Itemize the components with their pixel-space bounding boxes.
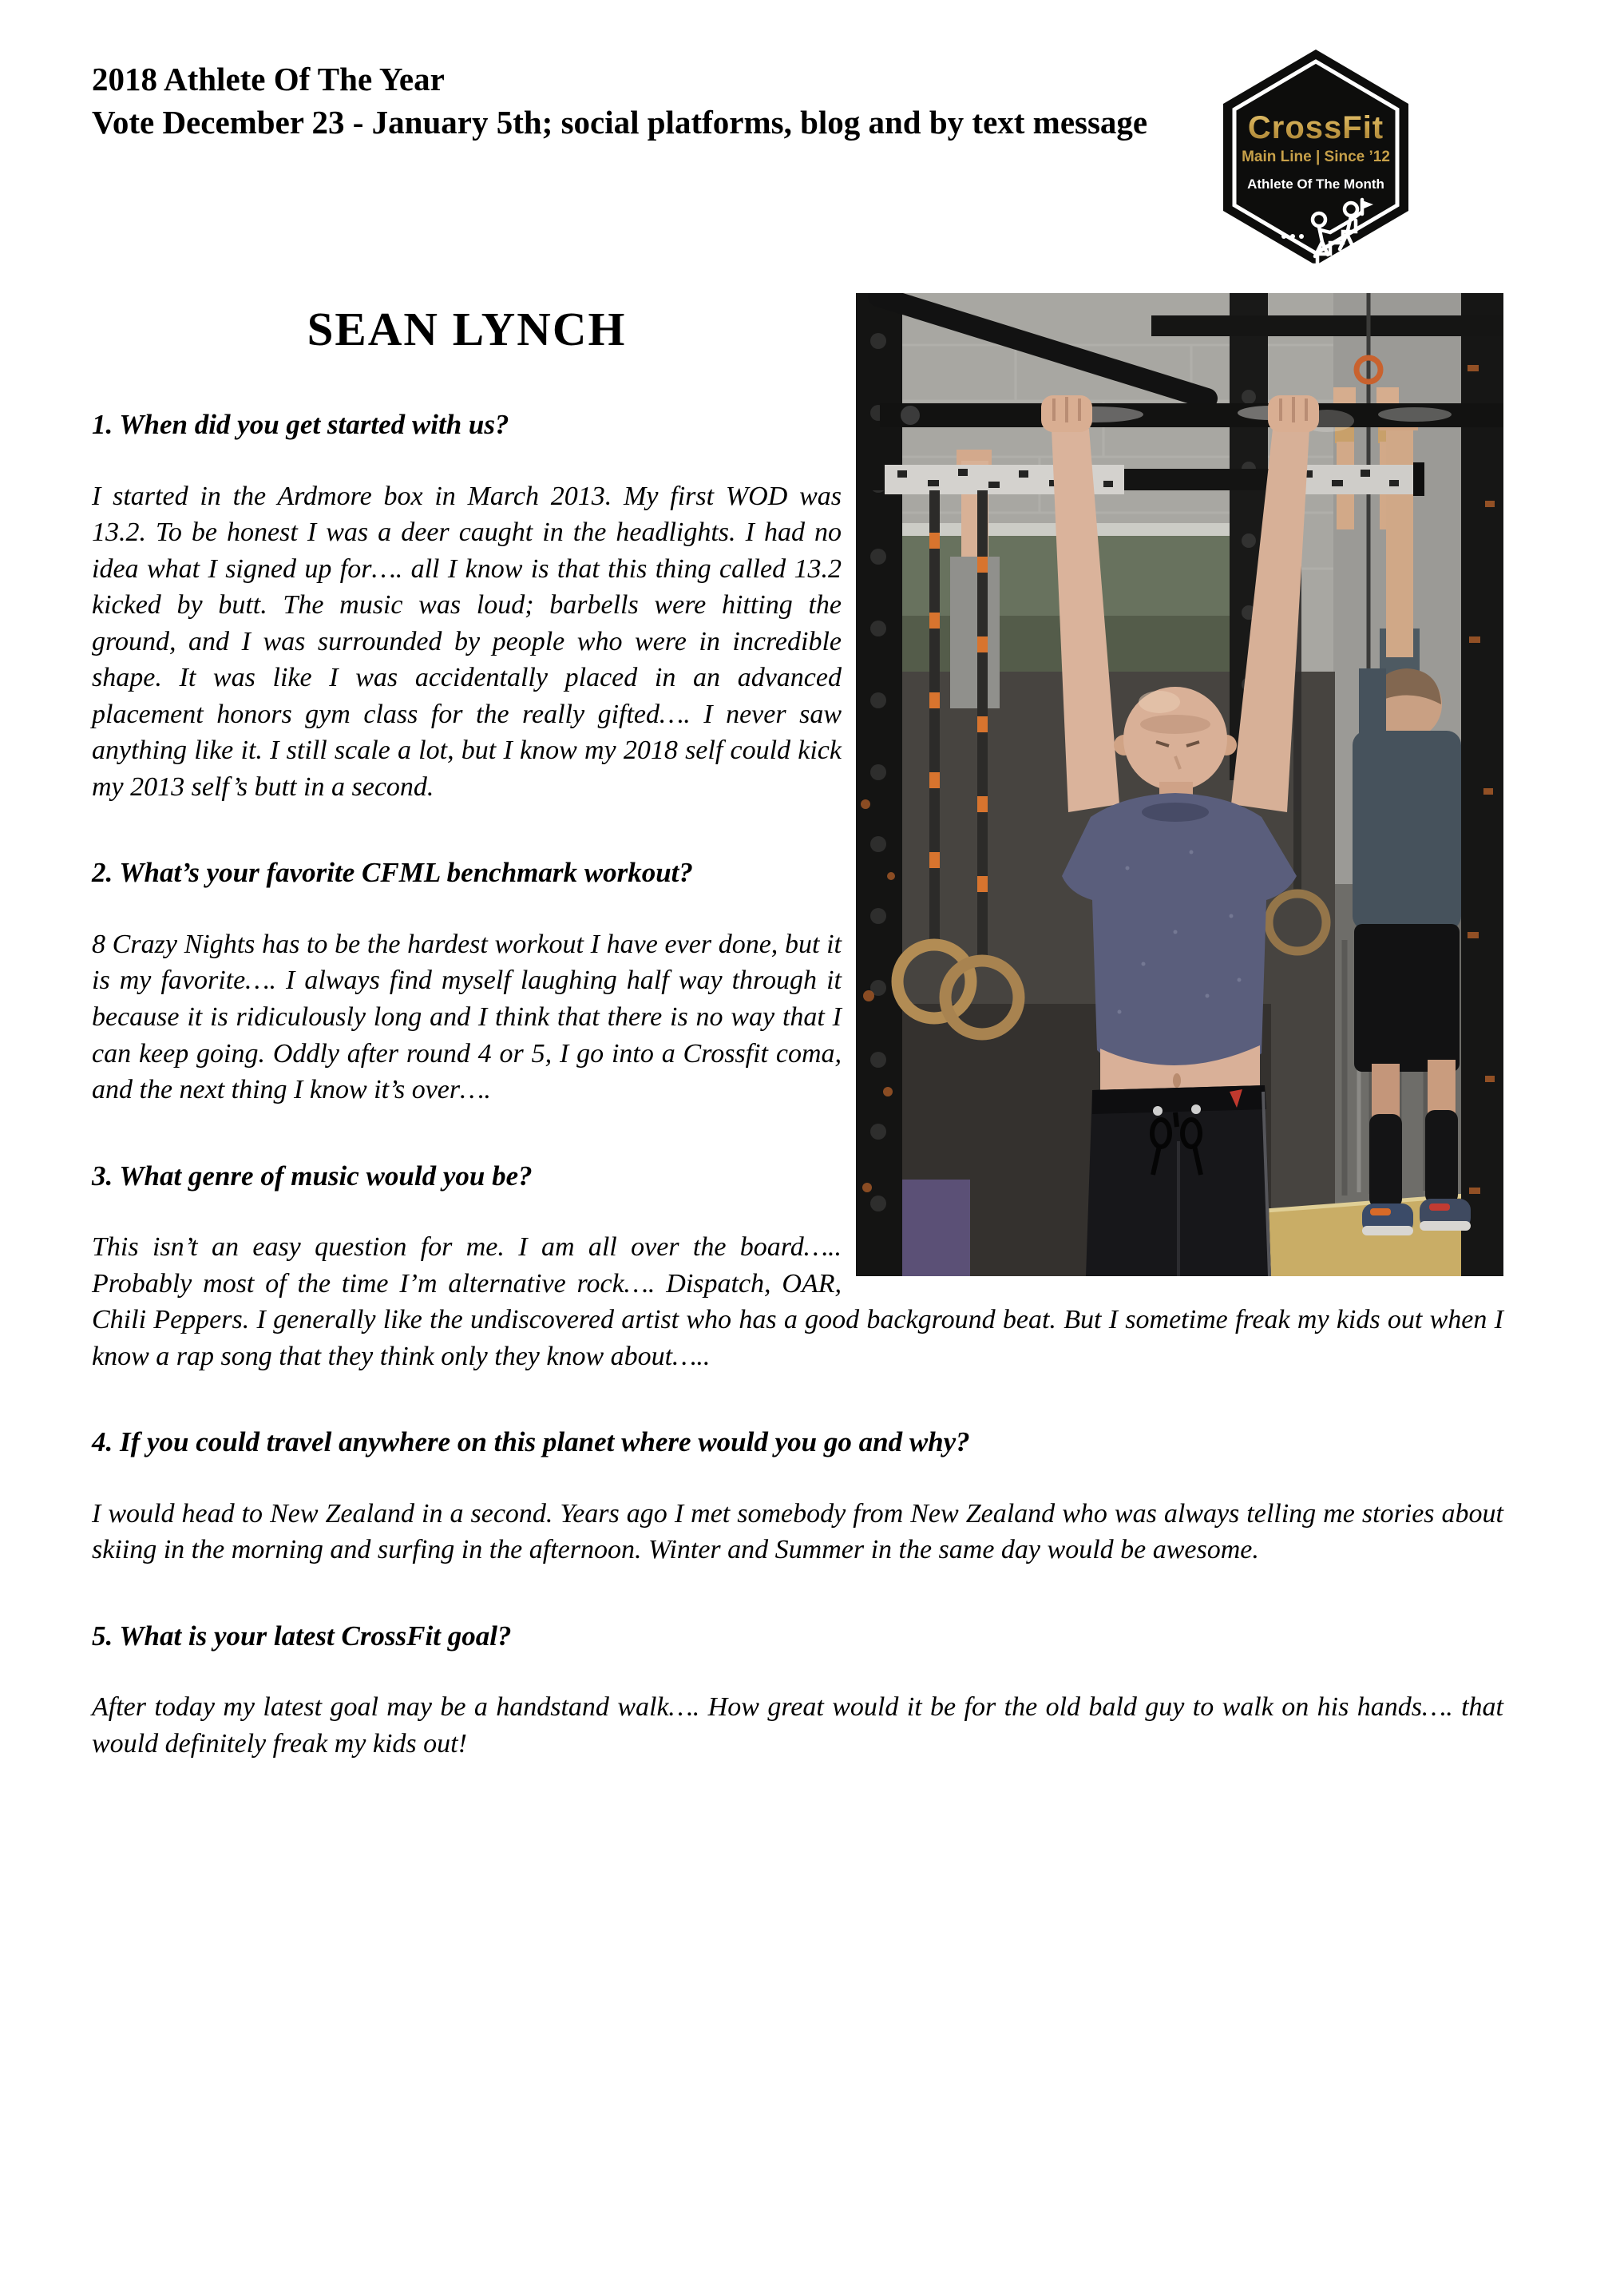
top-bar bbox=[1151, 315, 1503, 336]
header-line-1: 2018 Athlete Of The Year bbox=[92, 61, 445, 97]
answer-1: I started in the Ardmore box in March 2013. My first WOD was 13.2. To be honest I was a deer caught in the headlights. I had no idea what I signed up for…. all I know is that this thing called 13.2 kicked by butt. The music was loud; barbells were hitting the ground, and I was surrounded by people who were in incredible shape. It was like I was accidentally placed in an advanced placement honors gym class for the really gifted…. I never saw anything like it. I still scale a lot, but I know my 2018 self could kick my 2013 self’s butt in a second. bbox=[92, 481, 842, 802]
athlete-name-title: SEAN LYNCH bbox=[307, 303, 627, 355]
purple-shirt-patch bbox=[902, 1180, 970, 1276]
head-shine bbox=[1139, 691, 1180, 713]
rig-upright-right bbox=[1461, 293, 1503, 1276]
answer-2: 8 Crazy Nights has to be the hardest workout I have ever done, but it is my favorite…. I always find myself laughing half way through it because it is ridiculously long and I think that there is no way that I can keep going. Oddly after round 4 or 5, I go into a Crossfit coma, and the next thing I know it’s over…. bbox=[92, 929, 842, 1105]
question-2: 2. What’s your favorite CFML benchmark workout? bbox=[92, 857, 693, 889]
pullup-bar-main bbox=[880, 403, 1503, 427]
waistband bbox=[1092, 1085, 1266, 1114]
black-shorts-back bbox=[1354, 924, 1460, 1072]
question-1: 1. When did you get started with us? bbox=[92, 409, 509, 440]
answer-4: I would head to New Zealand in a second. Years ago I met somebody from New Zealand who was always telling me stories about skiing in the morning and surfing in the afternoon. Winter and Summer in the same day would be awesome. bbox=[92, 1498, 1503, 1565]
question-4: 4. If you could travel anywhere on this planet where would you go and why? bbox=[92, 1426, 970, 1458]
collar-shadow bbox=[1142, 803, 1209, 822]
athlete-photo bbox=[856, 293, 1503, 1276]
logo-tagline-text: Main Line | Since ’12 bbox=[1242, 149, 1390, 165]
brow-shadow bbox=[1140, 715, 1210, 734]
interview-article bbox=[92, 147, 1503, 1763]
calf-sleeves bbox=[1369, 1114, 1402, 1208]
header-line-2: Vote December 23 - January 5th; social platforms, blog and by text message bbox=[92, 104, 1148, 141]
page-header bbox=[92, 57, 1218, 144]
athlete-photo-illustration bbox=[856, 293, 1503, 1276]
answer-3: This isn’t an easy question for me. I am all over the board….. Probably most of the time I’m alternative rock…. Dispatch, OAR, Chili Peppers. I generally like the undiscovered artist who has a good background beat. But I sometime freak my kids out when I know a rap song that they think only they know about….. bbox=[92, 1232, 1503, 1371]
rig-upright-left bbox=[856, 293, 902, 1276]
navy-tshirt bbox=[1062, 793, 1297, 1081]
question-5: 5. What is your latest CrossFit goal? bbox=[92, 1620, 512, 1652]
answer-5: After today my latest goal may be a handstand walk…. How great would it be for the old bald guy to walk on his hands…. that would definitely freak my kids out! bbox=[92, 1692, 1503, 1759]
logo-brand-text: CrossFit bbox=[1247, 110, 1384, 145]
logo-program-text: Athlete Of The Month bbox=[1247, 176, 1384, 192]
navel bbox=[1173, 1073, 1181, 1088]
question-3: 3. What genre of music would you be? bbox=[92, 1160, 533, 1192]
